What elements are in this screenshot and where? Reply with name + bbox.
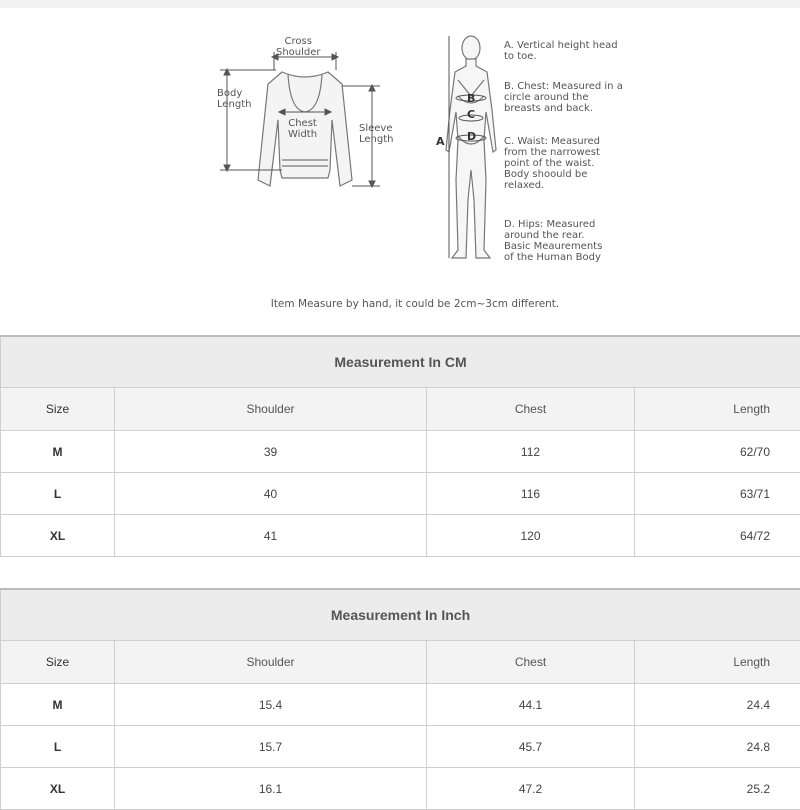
body-length-label: Body Length xyxy=(217,88,252,110)
header-size: Size xyxy=(1,641,115,684)
header-shoulder: Shoulder xyxy=(115,388,427,431)
header-chest: Chest xyxy=(427,641,635,684)
inch-size-table xyxy=(0,588,800,810)
description-a: A. Vertical height head to toe. xyxy=(504,40,618,62)
shoulder-cell: 39 xyxy=(115,431,427,473)
table-row xyxy=(1,768,800,810)
shoulder-cell: 16.1 xyxy=(115,768,427,810)
size-guide-diagram xyxy=(0,0,800,320)
chest-cell: 47.2 xyxy=(427,768,635,810)
inch-table-title: Measurement In Inch xyxy=(1,589,800,641)
table-row xyxy=(1,431,800,473)
cm-size-table xyxy=(0,335,800,557)
measurement-note: Item Measure by hand, it could be 2cm~3cm different. xyxy=(0,298,800,310)
length-cell: 64/72 xyxy=(635,515,800,557)
cm-table-header-row xyxy=(1,388,800,431)
cm-table-title-row xyxy=(1,336,800,388)
chest-cell: 112 xyxy=(427,431,635,473)
shoulder-cell: 15.7 xyxy=(115,726,427,768)
header-length: Length xyxy=(635,641,800,684)
header-chest: Chest xyxy=(427,388,635,431)
length-cell: 63/71 xyxy=(635,473,800,515)
table-row xyxy=(1,726,800,768)
chest-cell: 120 xyxy=(427,515,635,557)
chest-cell: 44.1 xyxy=(427,684,635,726)
chest-width-label: Chest Width xyxy=(288,118,317,140)
size-cell: L xyxy=(1,726,115,768)
cm-table-title: Measurement In CM xyxy=(1,336,800,388)
table-row xyxy=(1,515,800,557)
size-cell: L xyxy=(1,473,115,515)
length-cell: 24.4 xyxy=(635,684,800,726)
human-body-drawing xyxy=(446,36,496,258)
description-d: D. Hips: Measured around the rear. Basic Meaurements of the Human Body xyxy=(504,219,602,263)
letter-a: A xyxy=(436,135,445,148)
letter-b: B xyxy=(467,92,475,105)
header-length: Length xyxy=(635,388,800,431)
description-c: C. Waist: Measured from the narrowest point of the waist. Body shoould be relaxed. xyxy=(504,136,600,191)
shoulder-cell: 40 xyxy=(115,473,427,515)
header-size: Size xyxy=(1,388,115,431)
inch-table-title-row xyxy=(1,589,800,641)
header-shoulder: Shoulder xyxy=(115,641,427,684)
shoulder-cell: 41 xyxy=(115,515,427,557)
length-cell: 25.2 xyxy=(635,768,800,810)
table-row xyxy=(1,473,800,515)
shoulder-cell: 15.4 xyxy=(115,684,427,726)
letter-c: C xyxy=(467,108,475,121)
length-cell: 24.8 xyxy=(635,726,800,768)
garment-and-body-illustration xyxy=(0,0,800,320)
inch-table-header-row xyxy=(1,641,800,684)
chest-cell: 116 xyxy=(427,473,635,515)
table-row xyxy=(1,684,800,726)
size-cell: XL xyxy=(1,768,115,810)
size-cell: M xyxy=(1,431,115,473)
cross-shoulder-label: Cross Shoulder xyxy=(276,36,321,58)
chest-cell: 45.7 xyxy=(427,726,635,768)
letter-d: D xyxy=(467,130,476,143)
size-cell: XL xyxy=(1,515,115,557)
size-cell: M xyxy=(1,684,115,726)
length-cell: 62/70 xyxy=(635,431,800,473)
sleeve-length-label: Sleeve Length xyxy=(359,123,394,145)
description-b: B. Chest: Measured in a circle around the breasts and back. xyxy=(504,81,623,114)
